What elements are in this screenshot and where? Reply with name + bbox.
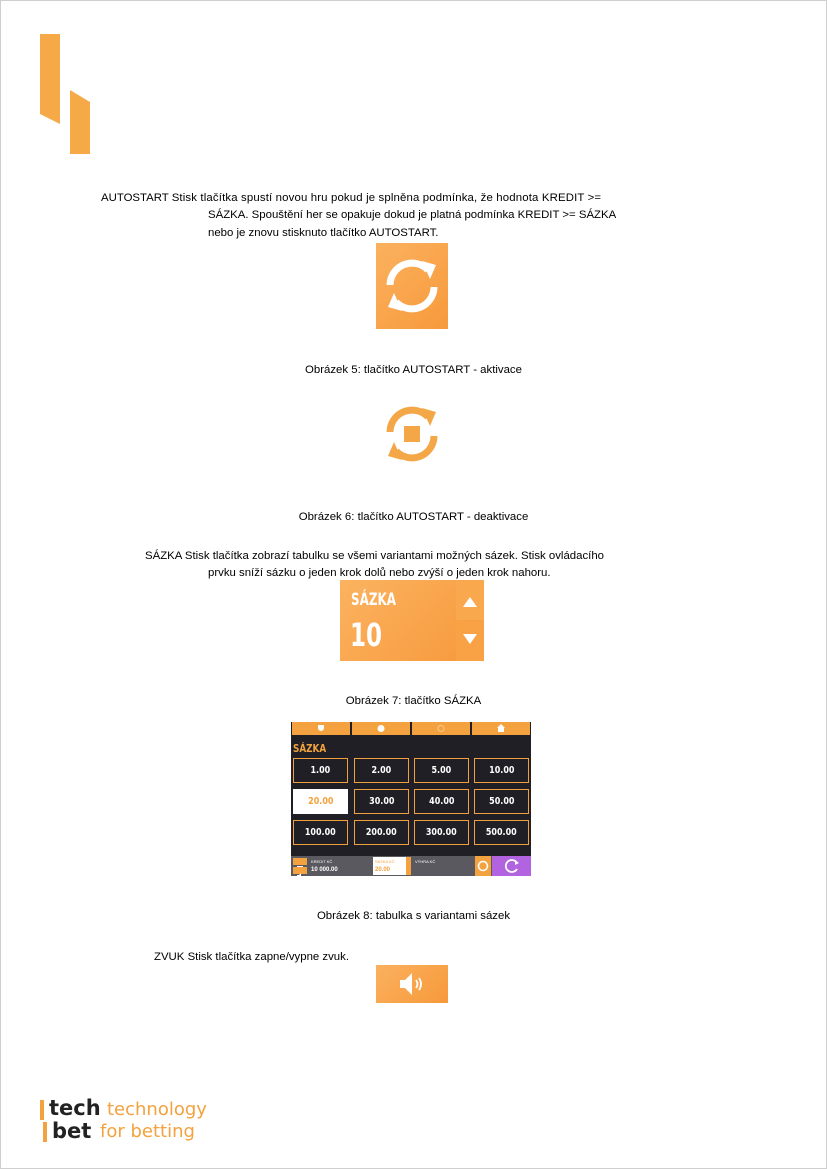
info-icon <box>352 722 410 735</box>
bet-option[interactable]: 30.00 <box>354 789 409 814</box>
refresh-arrows-icon <box>376 243 448 329</box>
autostart-term: AUTOSTART <box>101 192 169 204</box>
speaker-icon <box>376 965 448 1003</box>
vyhra-label: VÝHRA KČ <box>415 859 436 864</box>
sazka-decrease-button[interactable] <box>456 621 484 661</box>
bet-option[interactable]: 1.00 <box>293 758 348 783</box>
top-tab-settings[interactable] <box>412 722 470 735</box>
sazka-box-value: 20.00 <box>375 867 391 873</box>
footer-brand-bet: bet <box>52 1119 92 1143</box>
sazka-control-label: SÁZKA <box>351 590 396 610</box>
bet-option[interactable]: 100.00 <box>293 820 348 845</box>
caption-autostart-inactive: Obrázek 6: tlačítko AUTOSTART - deaktivace <box>298 511 529 523</box>
bet-option[interactable]: 300.00 <box>414 820 469 845</box>
autostart-button-inactive[interactable] <box>376 392 448 478</box>
sazka-increase-button[interactable] <box>456 580 484 620</box>
bet-option-selected[interactable]: 20.00 <box>293 789 348 814</box>
top-tab-trophy[interactable] <box>292 722 350 735</box>
sazka-line1 <box>145 548 604 565</box>
kredit-value: 10 000.00 <box>311 867 338 873</box>
home-icon <box>472 722 530 735</box>
sazka-box[interactable] <box>373 857 411 875</box>
refresh-arrows-icon <box>475 856 491 876</box>
caption-autostart-active: Obrázek 5: tlačítko AUTOSTART - aktivace <box>305 364 522 376</box>
top-tab-info[interactable] <box>352 722 410 735</box>
footer-tagline-1: technology <box>107 1099 207 1120</box>
autostart-line3: nebo je znovu stisknuto tlačítko AUTOSTART. <box>208 227 439 239</box>
bet-option[interactable]: 5.00 <box>414 758 469 783</box>
autostart-button-active[interactable] <box>376 243 448 329</box>
zvuk-term: ZVUK <box>154 951 185 963</box>
zvuk-line <box>154 949 349 966</box>
footer-logo-bar <box>40 1100 48 1142</box>
kredit-label: KREDIT KČ <box>311 859 333 864</box>
sazka-text-1: Stisk tlačítka zobrazí tabulku se všemi variantami možných sázek. Stisk ovládacího <box>184 550 604 562</box>
sazka-box-stepper[interactable] <box>406 857 411 875</box>
spin-icon <box>492 856 531 876</box>
bet-table-top-bar <box>291 722 531 735</box>
bet-option[interactable]: 2.00 <box>354 758 409 783</box>
sazka-term: SÁZKA <box>145 550 182 562</box>
bet-table-screenshot <box>291 722 531 876</box>
menu-button[interactable] <box>293 858 307 865</box>
top-tab-home[interactable] <box>472 722 530 735</box>
bet-table-title: SÁZKA <box>293 742 327 755</box>
sazka-control[interactable] <box>340 580 484 661</box>
sazka-line2: prvku sníží sázku o jeden krok dolů nebo zvýší o jeden krok nahoru. <box>208 567 551 579</box>
bet-option[interactable]: 500.00 <box>474 820 529 845</box>
zvuk-button[interactable] <box>376 965 448 1003</box>
trophy-icon <box>292 722 350 735</box>
autostart-text-1: Stisk tlačítka spustí novou hru pokud je splněna podmínka, že hodnota KREDIT >= <box>171 192 602 204</box>
footer-brand-tech: tech <box>49 1096 101 1120</box>
caption-sazka-control: Obrázek 7: tlačítko SÁZKA <box>345 695 482 707</box>
bet-option[interactable]: 40.00 <box>414 789 469 814</box>
gear-icon <box>412 722 470 735</box>
sazka-control-value: 10 <box>350 616 383 654</box>
bet-option[interactable]: 200.00 <box>354 820 409 845</box>
bet-table-bottom-bar <box>291 856 531 876</box>
speaker-icon <box>293 873 307 880</box>
caption-bet-table: Obrázek 8: tabulka s variantami sázek <box>316 910 511 922</box>
bet-option[interactable]: 50.00 <box>474 789 529 814</box>
spin-button[interactable] <box>492 856 531 876</box>
refresh-stop-icon <box>376 392 448 478</box>
sound-button-small[interactable] <box>293 867 307 874</box>
brand-logo-mark <box>40 34 92 156</box>
zvuk-text: Stisk tlačítka zapne/vypne zvuk. <box>187 951 350 963</box>
autostart-line2: SÁZKA. Spouštění her se opakuje dokud je platná podmínka KREDIT >= SÁZKA <box>208 209 617 221</box>
autostart-line1 <box>101 190 653 207</box>
sazka-box-label: SÁZKA KČ <box>375 859 395 864</box>
autostart-button-small[interactable] <box>475 856 491 876</box>
footer-tagline-2: for betting <box>100 1121 195 1142</box>
bet-option[interactable]: 10.00 <box>474 758 529 783</box>
